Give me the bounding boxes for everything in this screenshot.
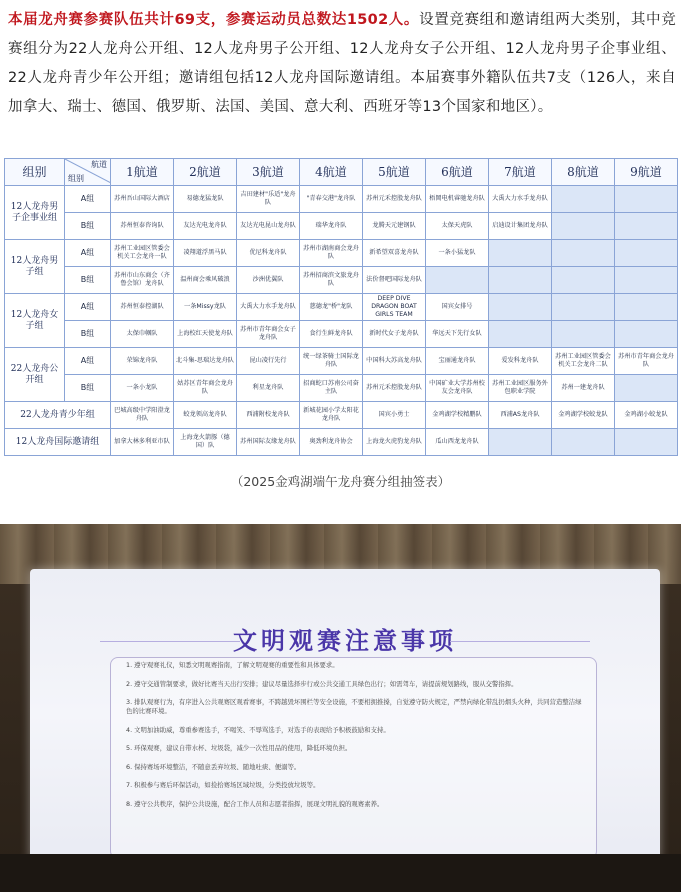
empty-lane-cell (426, 267, 489, 294)
team-cell: 宝丽通龙舟队 (426, 348, 489, 375)
team-cell: 中国矿业大学苏州校友会龙舟队 (426, 375, 489, 402)
table-row (5, 375, 678, 402)
table-row (5, 429, 678, 456)
team-cell: 一条小猛龙队 (426, 240, 489, 267)
team-cell: 苏州一建龙舟队 (552, 375, 615, 402)
empty-lane-cell (552, 213, 615, 240)
team-cell: 苏州恒泰控湖队 (111, 294, 174, 321)
team-cell: 瑞华龙舟队 (300, 213, 363, 240)
title-decoration-right (450, 641, 590, 645)
notice-item: 3. 排队观赛行为，有序进入公共观赛区观看赛事，不跨越毁坏围栏等安全设施，不要相拥推搡，自觉遵守防火规定，严禁向绿化带乱扔烟头火种，共同营造整洁绿色的比赛环境。 (126, 698, 582, 715)
team-cell: 苏州市山东商会（齐鲁会馆）龙舟队 (111, 267, 174, 294)
team-cell: 瓜山西龙龙舟队 (426, 429, 489, 456)
empty-lane-cell (552, 294, 615, 321)
lane-header: 5航道 (363, 159, 426, 186)
empty-lane-cell (615, 213, 678, 240)
led-screen (30, 569, 660, 861)
empty-lane-cell (552, 240, 615, 267)
team-cell: 龙腾天元建钢队 (363, 213, 426, 240)
empty-lane-cell (615, 240, 678, 267)
notice-photo (0, 524, 681, 892)
team-cell: 凌翔道浮黑马队 (174, 240, 237, 267)
team-cell: 昆山凌行先行 (237, 348, 300, 375)
empty-lane-cell (552, 429, 615, 456)
empty-lane-cell (489, 321, 552, 348)
team-cell: 蛟龙领高龙舟队 (174, 402, 237, 429)
empty-lane-cell (489, 240, 552, 267)
empty-lane-cell (615, 375, 678, 402)
notice-item: 5. 环保观赛，建议自带水杯、垃圾袋，减少一次性用品的使用，降低环境负担。 (126, 744, 352, 752)
team-cell: 荣锦龙舟队 (111, 348, 174, 375)
corner-group-label: 组别 (68, 174, 84, 183)
title-decoration-left (100, 641, 240, 645)
team-cell: 易德龙猛龙队 (174, 186, 237, 213)
team-cell: 梧岡电机睿驰龙舟队 (426, 186, 489, 213)
table-row (5, 348, 678, 375)
team-cell: 一条小龙队 (111, 375, 174, 402)
team-cell: 华远天下先行女队 (426, 321, 489, 348)
team-cell: 巴城高级中学阳澄龙舟队 (111, 402, 174, 429)
team-cell: 苏州市青年商会女子龙舟队 (237, 321, 300, 348)
team-cell: "青春交港"龙舟队 (300, 186, 363, 213)
category-cell: 22人龙舟公开组 (5, 348, 65, 402)
table-row (5, 267, 678, 294)
team-cell: 金鸡湖学校蛟龙队 (552, 402, 615, 429)
table-header-row (5, 159, 678, 186)
lane-header: 3航道 (237, 159, 300, 186)
empty-lane-cell (552, 267, 615, 294)
team-cell: 北斗集-思瑞达龙舟队 (174, 348, 237, 375)
empty-lane-cell (615, 321, 678, 348)
group-cell: A组 (65, 186, 111, 213)
team-cell: 加拿大林多利亚市队 (111, 429, 174, 456)
empty-lane-cell (615, 186, 678, 213)
empty-lane-cell (489, 294, 552, 321)
team-cell: 苏州元禾控股龙舟队 (363, 186, 426, 213)
table-row (5, 213, 678, 240)
team-cell: 招商蛇口苏南公司奋主队 (300, 375, 363, 402)
group-cell: B组 (65, 321, 111, 348)
team-cell: 西浦附校龙舟队 (237, 402, 300, 429)
team-cell: 苏州工业园区管委会机关工会龙舟二队 (552, 348, 615, 375)
empty-lane-cell (615, 267, 678, 294)
empty-lane-cell (615, 429, 678, 456)
empty-lane-cell (615, 294, 678, 321)
corner-lane-label: 航道 (91, 160, 107, 169)
team-cell: 友达光电龙舟队 (174, 213, 237, 240)
corner-diagonal-header (65, 159, 111, 186)
empty-lane-cell (489, 429, 552, 456)
team-cell: 太保巾帼队 (111, 321, 174, 348)
category-cell: 12人龙舟男子组 (5, 240, 65, 294)
team-cell: 上海校红天使龙舟队 (174, 321, 237, 348)
stage-floor (0, 854, 681, 892)
team-cell: 新城花园小学太阳花龙舟队 (300, 402, 363, 429)
team-cell: 食行生鲜龙舟队 (300, 321, 363, 348)
table-row (5, 186, 678, 213)
team-cell: 西浦AS龙舟队 (489, 402, 552, 429)
category-cell: 12人龙舟男子企事业组 (5, 186, 65, 240)
team-cell: 中国科大苏高龙舟队 (363, 348, 426, 375)
team-cell: 慈德龙"桥"龙队 (300, 294, 363, 321)
team-cell: 新时代女子龙舟队 (363, 321, 426, 348)
empty-lane-cell (489, 267, 552, 294)
team-cell: 姑苏区青年商会龙舟队 (174, 375, 237, 402)
table-row (5, 240, 678, 267)
table-row (5, 321, 678, 348)
intro-paragraph (8, 6, 676, 122)
team-cell: 一条Missy龙队 (174, 294, 237, 321)
team-cell: 苏州恒泰咨询队 (111, 213, 174, 240)
team-cell: 大禹大力水手龙舟队 (237, 294, 300, 321)
notice-item: 8. 遵守公共秩序，保护公共设施，配合工作人员和志愿者指挥，展现文明礼貌的观赛素养。 (126, 799, 384, 808)
empty-lane-cell (552, 186, 615, 213)
category-cell: 12人龙舟国际邀请组 (5, 429, 111, 456)
table-caption: （2025金鸡湖端午龙舟赛分组抽签表） (230, 474, 451, 489)
group-cell: A组 (65, 348, 111, 375)
team-cell: 优尼科龙舟队 (237, 240, 300, 267)
lane-header: 2航道 (174, 159, 237, 186)
team-cell: 苏州工业园区管委会机关工会龙舟一队 (111, 240, 174, 267)
team-cell: 统一绿茶骑士国际龙舟队 (300, 348, 363, 375)
notice-list (126, 661, 586, 818)
notice-item: 2. 遵守交通管制要求，做好比赛当天出行安排；建议尽量选择步行或公共交通工具绿色出行；如需驾车，请提前规划路线，服从交警指挥。 (126, 679, 518, 688)
team-cell: 大禹大力水手龙舟队 (489, 186, 552, 213)
draw-table-image (4, 158, 678, 466)
team-cell: 启迪设计集团龙舟队 (489, 213, 552, 240)
intro-body: 设置竞赛组和邀请组两大类别，其中竞赛组分为22人龙舟公开组、12人龙舟男子公开组、12人龙舟女子公开组、12人龙舟男子企事业组、22人龙舟青少年公开组；邀请组包括12人龙舟国际邀请组。本届赛事外籍队伍共7支（126人，来自加拿大、瑞士、德国、俄罗斯、法国、美国、意大利、西班牙等13个国家和地区）。 (8, 12, 676, 115)
team-cell: 金鸡湖学校精鹏队 (426, 402, 489, 429)
lane-header: 1航道 (111, 159, 174, 186)
corner-category-header: 组别 (5, 159, 65, 186)
lane-header: 7航道 (489, 159, 552, 186)
team-cell: 沙洲优翼队 (237, 267, 300, 294)
group-cell: A组 (65, 294, 111, 321)
team-cell: DEEP DIVE DRAGON BOAT GIRLS TEAM (363, 294, 426, 321)
team-cell: 吉田建材"乐适"龙舟队 (237, 186, 300, 213)
team-cell: 上海龙火虎豹龙舟队 (363, 429, 426, 456)
notice-item: 7. 积极参与赛后环保活动，如捡拾赛场区域垃圾，分类投放垃圾等。 (126, 781, 320, 789)
category-cell: 22人龙舟青少年组 (5, 402, 111, 429)
team-cell: 国宾女排号 (426, 294, 489, 321)
notice-item: 1. 遵守观赛礼仪，知悉文明观赛指南，了解文明观赛的重要性和具体要求。 (126, 661, 339, 669)
team-cell: 温州商会乘风破浪 (174, 267, 237, 294)
notice-item: 6. 保持赛场环境整洁，不随意丢弃垃圾、随地吐痰、便溺等。 (126, 762, 301, 771)
team-cell: 上海龙火箭豚（德国）队 (174, 429, 237, 456)
lane-header: 6航道 (426, 159, 489, 186)
notice-title: 文明观赛注意事项 (233, 627, 457, 655)
team-cell: 国宾小勇士 (363, 402, 426, 429)
lane-header: 8航道 (552, 159, 615, 186)
team-cell: 苏州工业园区服务外包职业学院 (489, 375, 552, 402)
team-cell: 利星龙舟队 (237, 375, 300, 402)
team-cell: 新希望双喜龙舟队 (363, 240, 426, 267)
team-cell: 金鸡湖小蛟龙队 (615, 402, 678, 429)
group-cell: B组 (65, 213, 111, 240)
team-cell: 太保天虎队 (426, 213, 489, 240)
group-cell: B组 (65, 375, 111, 402)
team-cell: 苏州市湖南商会龙舟队 (300, 240, 363, 267)
team-cell: 法价督吧国际龙舟队 (363, 267, 426, 294)
team-cell: 苏州吾山国际大酒店 (111, 186, 174, 213)
group-cell: B组 (65, 267, 111, 294)
team-cell: 苏州市青年商会龙舟队 (615, 348, 678, 375)
table-row (5, 294, 678, 321)
team-cell: 奥劲利龙舟协会 (300, 429, 363, 456)
empty-lane-cell (552, 321, 615, 348)
team-cell: 友达光电昆山龙舟队 (237, 213, 300, 240)
table-row (5, 402, 678, 429)
draw-table (4, 158, 678, 456)
category-cell: 12人龙舟女子组 (5, 294, 65, 348)
team-cell: 苏州招商滨文旅龙舟队 (300, 267, 363, 294)
lane-header: 9航道 (615, 159, 678, 186)
team-cell: 苏州国际友缘龙舟队 (237, 429, 300, 456)
intro-highlight: 本届龙舟赛参赛队伍共计69支，参赛运动员总数达1502人。 (8, 12, 420, 28)
group-cell: A组 (65, 240, 111, 267)
team-cell: 爱发科龙舟队 (489, 348, 552, 375)
lane-header: 4航道 (300, 159, 363, 186)
notice-item: 4. 文明加油助威，尊重参赛选手，不喝笑、不辱骂选手，对选手的表现给予积极鼓励和支持。 (126, 725, 390, 734)
team-cell: 苏州元禾控股龙舟队 (363, 375, 426, 402)
